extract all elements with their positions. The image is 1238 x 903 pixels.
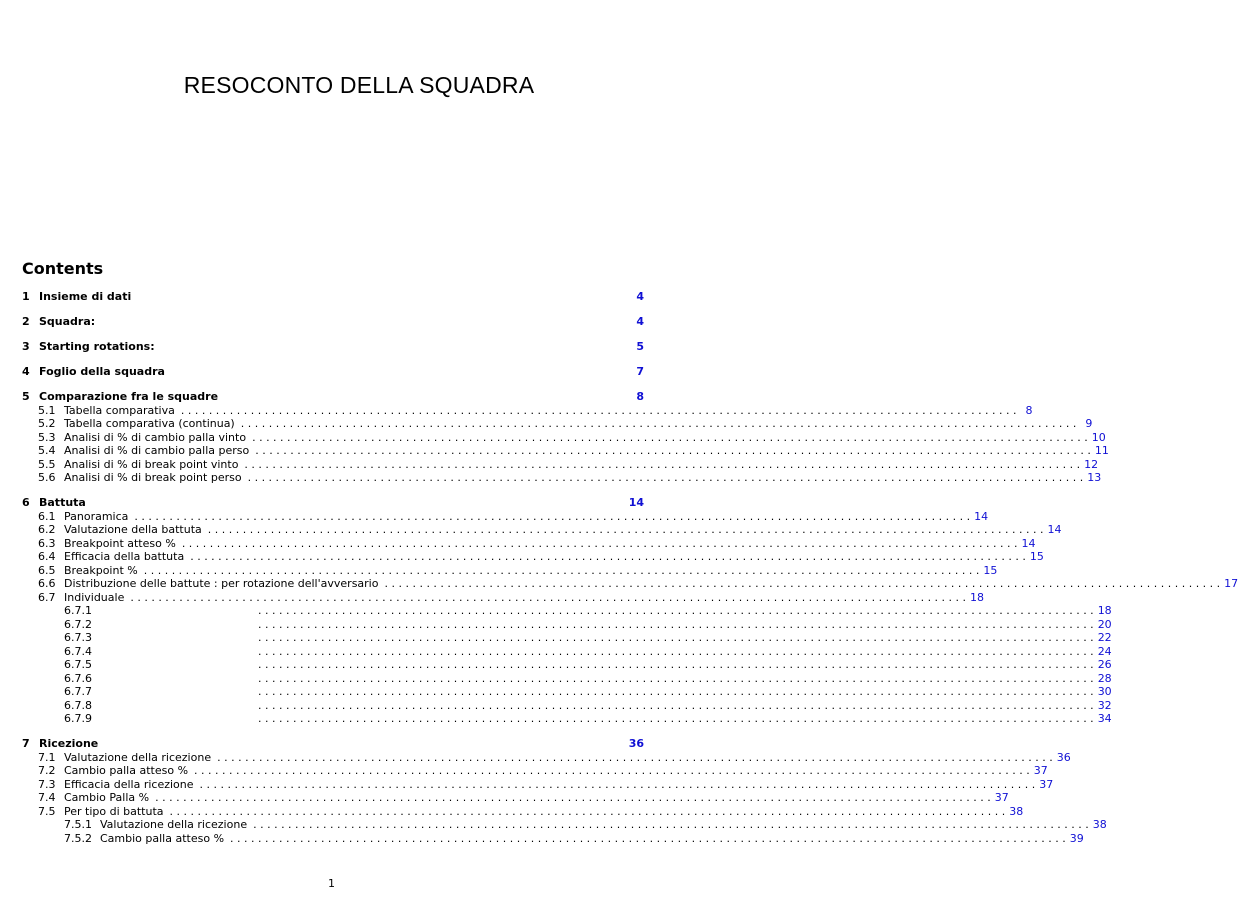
- subsubsection-number: 6.7.6: [64, 671, 92, 685]
- subsection-label: Cambio Palla %: [64, 791, 150, 804]
- subsubsection-number: 6.7.1: [64, 604, 92, 617]
- page-link[interactable]: 15: [983, 563, 998, 577]
- page-link[interactable]: 22: [1097, 631, 1112, 644]
- subsection-label: Tabella comparativa (continua): [64, 417, 235, 430]
- subsection-number: 5.5: [38, 457, 56, 471]
- toc-subsubsection[interactable]: [22, 712, 1112, 726]
- subsection-number: 5.6: [38, 471, 56, 484]
- dot-leader: . . . . . . . . . . . . . . . . . . . . . . . . . . . . . . . . . . . . . . . . . . . . . . . . . . . . . . . . . . . . . . . . . . . . . . . . . . . . . . . . . . . . . . . . . . . . . . . . . . . . . . . . . . . . . . . . . . . . . . . .: [247, 471, 1084, 484]
- subsection-label: Analisi di % di break point vinto: [64, 457, 239, 471]
- page-link[interactable]: 24: [1097, 644, 1112, 658]
- dot-leader: . . . . . . . . . . . . . . . . . . . . . . . . . . . . . . . . . . . . . . . . . . . . . . . . . . . . . . . . . . . . . . . . . . . . . . . . . . . . . . . . . . . . . . . . . . . . . . . . . . . . . . . . . . . . . . . . . . . . . . . .: [190, 550, 1026, 563]
- section-number: 1: [22, 290, 30, 303]
- dot-leader: . . . . . . . . . . . . . . . . . . . . . . . . . . . . . . . . . . . . . . . . . . . . . . . . . . . . . . . . . . . . . . . . . . . . . . . . . . . . . . . . . . . . . . . . . . . . . . . . . . . . . . . . . . . . . . . . . . . . . . . .: [258, 658, 1094, 671]
- subsection-label: Efficacia della battuta: [64, 550, 185, 563]
- toc-subsection[interactable]: [22, 590, 985, 605]
- page-link[interactable]: 14: [974, 509, 989, 523]
- dot-leader: . . . . . . . . . . . . . . . . . . . . . . . . . . . . . . . . . . . . . . . . . . . . . . . . . . . . . . . . . . . . . . . . . . . . . . . . . . . . . . . . . . . . . . . . . . . . . . . . . . . . . . . . . . . . . . . . . . . . . . . .: [155, 791, 991, 804]
- toc-section-5[interactable]: [22, 390, 644, 404]
- toc-subsubsection[interactable]: [22, 685, 1112, 699]
- subsection-number: 7.2: [38, 764, 56, 777]
- page-link[interactable]: 12: [1084, 457, 1099, 471]
- page-link[interactable]: 37: [1039, 777, 1054, 791]
- subsection-number: 7.3: [38, 777, 56, 791]
- subsection-label: Cambio palla atteso %: [64, 764, 189, 777]
- page-link[interactable]: 30: [1097, 685, 1112, 698]
- section-number: 5: [22, 390, 30, 403]
- subsection-number: 6.1: [38, 509, 56, 523]
- subsection-label: Valutazione della battuta: [64, 523, 202, 536]
- toc-subsubsection[interactable]: [22, 644, 1112, 659]
- dot-leader: . . . . . . . . . . . . . . . . . . . . . . . . . . . . . . . . . . . . . . . . . . . . . . . . . . . . . . . . . . . . . . . . . . . . . . . . . . . . . . . . . . . . . . . . . . . . . . . . . . . . . . . . . . . . . . . . . . . . . . . .: [134, 509, 971, 523]
- page-link[interactable]: 34: [1097, 712, 1112, 725]
- section-number: 6: [22, 496, 30, 509]
- toc-section-7[interactable]: [22, 737, 644, 751]
- subsubsection-number: 6.7.2: [64, 617, 92, 631]
- page-link[interactable]: 39: [1069, 831, 1084, 845]
- toc-subsection[interactable]: [22, 577, 1238, 591]
- subsection-number: 5.3: [38, 430, 56, 444]
- toc-subsection[interactable]: [22, 791, 1009, 805]
- toc-subsection[interactable]: [22, 509, 989, 524]
- page-link[interactable]: 14: [628, 496, 644, 509]
- subsection-label: Breakpoint %: [64, 563, 138, 577]
- subsection-label: Tabella comparativa: [64, 403, 175, 417]
- toc-section-2[interactable]: [22, 315, 644, 329]
- page-link[interactable]: 15: [1029, 550, 1044, 563]
- page-link[interactable]: 4: [636, 315, 644, 328]
- dot-leader: . . . . . . . . . . . . . . . . . . . . . . . . . . . . . . . . . . . . . . . . . . . . . . . . . . . . . . . . . . . . . . . . . . . . . . . . . . . . . . . . . . . . . . . . . . . . . . . . . . . . . . . . . . . . . . . . . . . . . . . .: [252, 430, 1088, 444]
- subsection-number: 6.7: [38, 590, 56, 604]
- dot-leader: . . . . . . . . . . . . . . . . . . . . . . . . . . . . . . . . . . . . . . . . . . . . . . . . . . . . . . . . . . . . . . . . . . . . . . . . . . . . . . . . . . . . . . . . . . . . . . . . . . . . . . . . . . . . . . . . . . . . . . . .: [169, 804, 1006, 818]
- toc-section-6[interactable]: [22, 496, 644, 510]
- dot-leader: . . . . . . . . . . . . . . . . . . . . . . . . . . . . . . . . . . . . . . . . . . . . . . . . . . . . . . . . . . . . . . . . . . . . . . . . . . . . . . . . . . . . . . . . . . . . . . . . . . . . . . . . . . . . . . . . . . . . . . . .: [217, 750, 1053, 764]
- page-link[interactable]: 38: [1092, 818, 1107, 831]
- dot-leader: . . . . . . . . . . . . . . . . . . . . . . . . . . . . . . . . . . . . . . . . . . . . . . . . . . . . . . . . . . . . . . . . . . . . . . . . . . . . . . . . . . . . . . . . . . . . . . . . . . . . . . . . . . . . . . . . . . . . . . . .: [244, 457, 1081, 471]
- dot-leader: . . . . . . . . . . . . . . . . . . . . . . . . . . . . . . . . . . . . . . . . . . . . . . . . . . . . . . . . . . . . . . . . . . . . . . . . . . . . . . . . . . . . . . . . . . . . . . . . . . . . . . . . . . . . . . . . . . . . . . . .: [258, 712, 1094, 725]
- subsection-number: 5.4: [38, 444, 56, 457]
- subsection-number: 6.4: [38, 550, 56, 563]
- subsection-number: 5.2: [38, 417, 56, 430]
- subsection-label: Efficacia della ricezione: [64, 777, 194, 791]
- toc-section-1[interactable]: [22, 290, 644, 304]
- subsection-number: 7.5: [38, 804, 56, 818]
- section-label: Ricezione: [39, 737, 99, 750]
- subsection-number: 5.1: [38, 403, 56, 417]
- subsubsection-number: 6.7.4: [64, 644, 92, 658]
- toc-subsection[interactable]: [22, 777, 1054, 792]
- page-link[interactable]: 36: [628, 737, 644, 750]
- dot-leader: . . . . . . . . . . . . . . . . . . . . . . . . . . . . . . . . . . . . . . . . . . . . . . . . . . . . . . . . . . . . . . . . . . . . . . . . . . . . . . . . . . . . . . . . . . . . . . . . . . . . . . . . . . . . . . . . . . . . . . . .: [230, 831, 1066, 845]
- page-link[interactable]: 11: [1094, 444, 1109, 457]
- toc-subsection[interactable]: [22, 457, 1099, 472]
- section-label: Squadra:: [39, 315, 96, 328]
- page-link[interactable]: 13: [1087, 471, 1102, 484]
- section-label: Insieme di dati: [39, 290, 132, 303]
- page-link[interactable]: 17: [1224, 577, 1238, 590]
- toc-subsubsection[interactable]: [22, 604, 1112, 618]
- subsection-label: Analisi di % di break point perso: [64, 471, 242, 484]
- dot-leader: . . . . . . . . . . . . . . . . . . . . . . . . . . . . . . . . . . . . . . . . . . . . . . . . . . . . . . . . . . . . . . . . . . . . . . . . . . . . . . . . . . . . . . . . . . . . . . . . . . . . . . . . . . . . . . . . . . . . . . . .: [258, 644, 1094, 658]
- section-label: Battuta: [39, 496, 86, 509]
- toc-subsubsection[interactable]: [22, 698, 1112, 713]
- contents-heading: Contents: [22, 259, 104, 278]
- subsection-label: Individuale: [64, 590, 125, 604]
- dot-leader: . . . . . . . . . . . . . . . . . . . . . . . . . . . . . . . . . . . . . . . . . . . . . . . . . . . . . . . . . . . . . . . . . . . . . . . . . . . . . . . . . . . . . . . . . . . . . . . . . . . . . . . . . . . . . . . . . . . . . . . .: [253, 818, 1089, 831]
- subsubsection-number: 7.5.1: [64, 818, 92, 831]
- page-link[interactable]: 26: [1097, 658, 1112, 671]
- toc-subsection[interactable]: [22, 523, 1062, 537]
- page-link[interactable]: 38: [1009, 804, 1024, 818]
- subsubsection-number: 6.7.9: [64, 712, 92, 725]
- section-label: Starting rotations:: [39, 340, 155, 353]
- subsection-number: 6.6: [38, 577, 56, 590]
- section-label: Foglio della squadra: [39, 365, 165, 378]
- toc-subsubsection[interactable]: [22, 658, 1112, 672]
- page-link[interactable]: 18: [970, 590, 985, 604]
- toc-subsection[interactable]: [22, 563, 998, 578]
- subsection-label: Analisi di % di cambio palla perso: [64, 444, 250, 457]
- dot-leader: . . . . . . . . . . . . . . . . . . . . . . . . . . . . . . . . . . . . . . . . . . . . . . . . . . . . . . . . . . . . . . . . . . . . . . . . . . . . . . . . . . . . . . . . . . . . . . . . . . . . . . . . . . . . . . . . . . . . . . . .: [180, 403, 1017, 417]
- subsection-label: Breakpoint atteso %: [64, 536, 176, 550]
- page-link[interactable]: 14: [1021, 536, 1036, 550]
- toc-subsection[interactable]: [22, 536, 1036, 551]
- toc-subsection[interactable]: [22, 430, 1106, 445]
- toc-subsection[interactable]: [22, 444, 1109, 458]
- page-link[interactable]: 14: [1047, 523, 1062, 536]
- dot-leader: . . . . . . . . . . . . . . . . . . . . . . . . . . . . . . . . . . . . . . . . . . . . . . . . . . . . . . . . . . . . . . . . . . . . . . . . . . . . . . . . . . . . . . . . . . . . . . . . . . . . . . . . . . . . . . . . . . . . . . . .: [143, 563, 980, 577]
- page-number: 1: [328, 877, 335, 890]
- toc-subsubsection[interactable]: [22, 631, 1112, 645]
- table-of-contents: [22, 290, 1238, 845]
- section-number: 4: [22, 365, 30, 378]
- dot-leader: . . . . . . . . . . . . . . . . . . . . . . . . . . . . . . . . . . . . . . . . . . . . . . . . . . . . . . . . . . . . . . . . . . . . . . . . . . . . . . . . . . . . . . . . . . . . . . . . . . . . . . . . . . . . . . . . . . . . . . . .: [258, 604, 1094, 617]
- dot-leader: . . . . . . . . . . . . . . . . . . . . . . . . . . . . . . . . . . . . . . . . . . . . . . . . . . . . . . . . . . . . . . . . . . . . . . . . . . . . . . . . . . . . . . . . . . . . . . . . . . . . . . . . . . . . . . . . . . . . . . . .: [181, 536, 1018, 550]
- toc-subsection[interactable]: [22, 403, 1033, 418]
- page-link[interactable]: 28: [1097, 671, 1112, 685]
- page-link[interactable]: 5: [636, 340, 644, 353]
- toc-subsubsection[interactable]: [22, 671, 1112, 686]
- subsection-label: Analisi di % di cambio palla vinto: [64, 430, 247, 444]
- subsection-number: 7.4: [38, 791, 56, 804]
- page-link[interactable]: 8: [636, 390, 644, 403]
- toc-subsection[interactable]: [22, 764, 1048, 778]
- subsection-label: Per tipo di battuta: [64, 804, 164, 818]
- dot-leader: . . . . . . . . . . . . . . . . . . . . . . . . . . . . . . . . . . . . . . . . . . . . . . . . . . . . . . . . . . . . . . . . . . . . . . . . . . . . . . . . . . . . . . . . . . . . . . . . . . . . . . . . . . . . . . . . . . . . . . . .: [258, 617, 1094, 631]
- subsection-number: 6.3: [38, 536, 56, 550]
- page-link[interactable]: 4: [636, 290, 644, 303]
- page-link[interactable]: 36: [1056, 750, 1071, 764]
- subsubsection-number: 6.7.8: [64, 698, 92, 712]
- toc-subsection[interactable]: [22, 417, 1093, 431]
- page-link[interactable]: 32: [1097, 698, 1112, 712]
- subsection-label: Distribuzione delle battute : per rotazione dell'avversario: [64, 577, 379, 590]
- page-link[interactable]: 10: [1091, 430, 1106, 444]
- section-number: 2: [22, 315, 30, 328]
- subsubsection-label: Valutazione della ricezione: [100, 818, 248, 831]
- dot-leader: . . . . . . . . . . . . . . . . . . . . . . . . . . . . . . . . . . . . . . . . . . . . . . . . . . . . . . . . . . . . . . . . . . . . . . . . . . . . . . . . . . . . . . . . . . . . . . . . . . . . . . . . . . . . . . . . . . . . . . . .: [130, 590, 967, 604]
- toc-subsection[interactable]: [22, 750, 1071, 765]
- page-link[interactable]: 7: [636, 365, 644, 378]
- dot-leader: . . . . . . . . . . . . . . . . . . . . . . . . . . . . . . . . . . . . . . . . . . . . . . . . . . . . . . . . . . . . . . . . . . . . . . . . . . . . . . . . . . . . . . . . . . . . . . . . . . . . . . . . . . . . . . . . . . . . . . . .: [207, 523, 1044, 536]
- toc-subsubsection[interactable]: [22, 818, 1107, 832]
- subsection-number: 6.2: [38, 523, 56, 536]
- toc-subsubsection[interactable]: [22, 617, 1112, 632]
- section-label: Comparazione fra le squadre: [39, 390, 219, 403]
- subsubsection-number: 6.7.5: [64, 658, 92, 671]
- page-link[interactable]: 37: [994, 791, 1009, 804]
- toc-section-4[interactable]: [22, 365, 644, 379]
- subsection-label: Valutazione della ricezione: [64, 750, 212, 764]
- dot-leader: . . . . . . . . . . . . . . . . . . . . . . . . . . . . . . . . . . . . . . . . . . . . . . . . . . . . . . . . . . . . . . . . . . . . . . . . . . . . . . . . . . . . . . . . . . . . . . . . . . . . . . . . . . . . . . . . . . . . . . . .: [240, 417, 1077, 430]
- page-link[interactable]: 20: [1097, 617, 1112, 631]
- toc-subsection[interactable]: [22, 550, 1044, 564]
- dot-leader: . . . . . . . . . . . . . . . . . . . . . . . . . . . . . . . . . . . . . . . . . . . . . . . . . . . . . . . . . . . . . . . . . . . . . . . . . . . . . . . . . . . . . . . . . . . . . . . . . . . . . . . . . . . . . . . . . . . . . . . .: [255, 444, 1091, 457]
- section-number: 3: [22, 340, 30, 353]
- toc-subsection[interactable]: [22, 471, 1102, 485]
- section-number: 7: [22, 737, 30, 750]
- subsection-label: Panoramica: [64, 509, 129, 523]
- dot-leader: . . . . . . . . . . . . . . . . . . . . . . . . . . . . . . . . . . . . . . . . . . . . . . . . . . . . . . . . . . . . . . . . . . . . . . . . . . . . . . . . . . . . . . . . . . . . . . . . . . . . . . . . . . . . . . . . . . . . . . . .: [194, 764, 1030, 777]
- document-title: RESOCONTO DELLA SQUADRA: [183, 72, 535, 98]
- subsubsection-label: Cambio palla atteso %: [100, 831, 225, 845]
- subsection-number: 7.1: [38, 750, 56, 764]
- dot-leader: . . . . . . . . . . . . . . . . . . . . . . . . . . . . . . . . . . . . . . . . . . . . . . . . . . . . . . . . . . . . . . . . . . . . . . . . . . . . . . . . . . . . . . . . . . . . . . . . . . . . . . . . . . . . . . . . . . . . . . . .: [384, 577, 1221, 590]
- toc-section-3[interactable]: [22, 340, 644, 354]
- subsubsection-number: 6.7.3: [64, 631, 92, 644]
- subsubsection-number: 7.5.2: [64, 831, 92, 845]
- subsection-number: 6.5: [38, 563, 56, 577]
- dot-leader: . . . . . . . . . . . . . . . . . . . . . . . . . . . . . . . . . . . . . . . . . . . . . . . . . . . . . . . . . . . . . . . . . . . . . . . . . . . . . . . . . . . . . . . . . . . . . . . . . . . . . . . . . . . . . . . . . . . . . . . .: [258, 698, 1094, 712]
- toc-subsubsection[interactable]: [22, 831, 1084, 846]
- dot-leader: . . . . . . . . . . . . . . . . . . . . . . . . . . . . . . . . . . . . . . . . . . . . . . . . . . . . . . . . . . . . . . . . . . . . . . . . . . . . . . . . . . . . . . . . . . . . . . . . . . . . . . . . . . . . . . . . . . . . . . . .: [258, 671, 1094, 685]
- page-link[interactable]: 8: [1025, 403, 1033, 417]
- page-link[interactable]: 18: [1097, 604, 1112, 617]
- dot-leader: . . . . . . . . . . . . . . . . . . . . . . . . . . . . . . . . . . . . . . . . . . . . . . . . . . . . . . . . . . . . . . . . . . . . . . . . . . . . . . . . . . . . . . . . . . . . . . . . . . . . . . . . . . . . . . . . . . . . . . . .: [258, 685, 1094, 698]
- page-link[interactable]: 9: [1085, 417, 1093, 430]
- page-link[interactable]: 37: [1033, 764, 1048, 777]
- toc-subsection[interactable]: [22, 804, 1024, 819]
- dot-leader: . . . . . . . . . . . . . . . . . . . . . . . . . . . . . . . . . . . . . . . . . . . . . . . . . . . . . . . . . . . . . . . . . . . . . . . . . . . . . . . . . . . . . . . . . . . . . . . . . . . . . . . . . . . . . . . . . . . . . . . .: [258, 631, 1094, 644]
- subsubsection-number: 6.7.7: [64, 685, 92, 698]
- dot-leader: . . . . . . . . . . . . . . . . . . . . . . . . . . . . . . . . . . . . . . . . . . . . . . . . . . . . . . . . . . . . . . . . . . . . . . . . . . . . . . . . . . . . . . . . . . . . . . . . . . . . . . . . . . . . . . . . . . . . . . . .: [199, 777, 1036, 791]
